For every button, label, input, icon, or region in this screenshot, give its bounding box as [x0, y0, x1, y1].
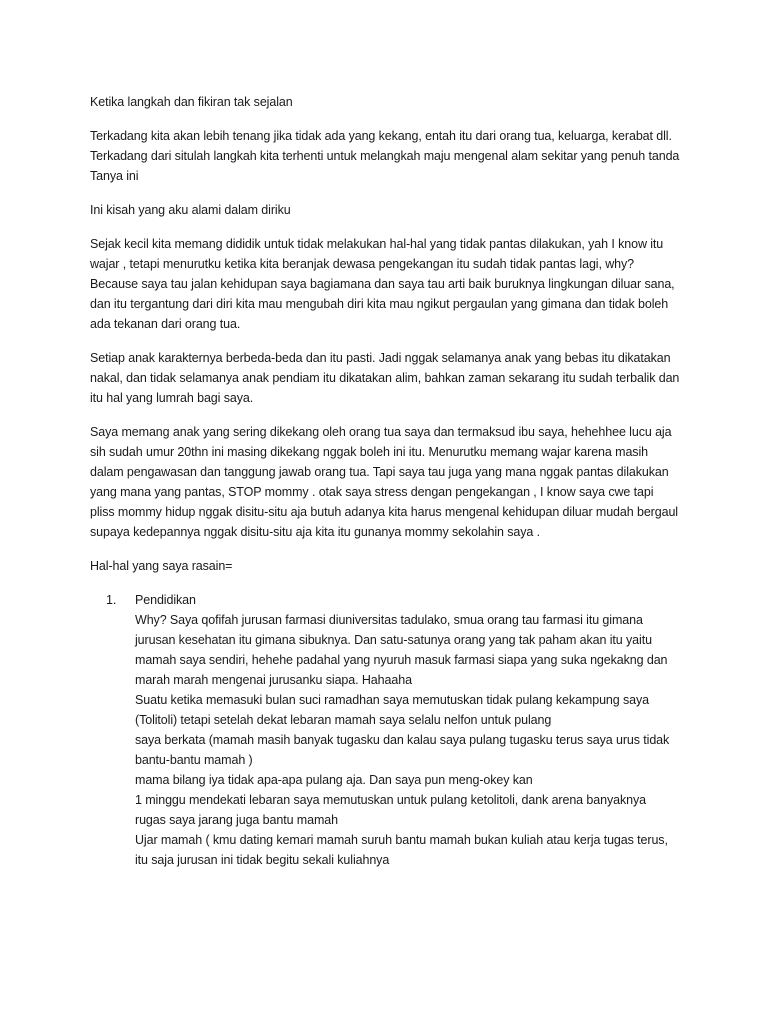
list-item-line: Ujar mamah ( kmu dating kemari mamah suruh bantu mamah bukan kuliah atau kerja tugas terus, itu saja jurusan ini tidak begitu sekali kuliahnya	[135, 833, 668, 867]
list-item-line: 1 minggu mendekati lebaran saya memutuskan untuk pulang ketolitoli, dank arena banyaknya rugas saya jarang juga bantu mamah	[135, 793, 646, 827]
paragraph-list-intro: Hal-hal yang saya rasain=	[90, 559, 233, 573]
paragraph-upbringing: Sejak kecil kita memang dididik untuk tidak melakukan hal-hal yang tidak pantas dilakukan, yah I know itu wajar , tetapi menurutku ketika kita beranjak dewasa pengekangan itu sudah tidak pantas lagi, why? Because saya tau jalan kehidupan saya bagiamana dan saya tau arti baik buruknya lingkungan diluar sana, dan itu tergantung dari diri kita mau mengubah diri kita mau ngikut pergaulan yang gimana dan tidak boleh ada tekanan dari orang tua.	[90, 237, 675, 331]
document-body	[90, 92, 680, 870]
paragraph-restraint: Saya memang anak yang sering dikekang oleh orang tua saya dan termaksud ibu saya, hehehhee lucu aja sih sudah umur 20thn ini masing dikekang nggak boleh ini itu. Menurutku memang wajar karena masih dalam pengawasan dan tanggung jawab orang tua. Tapi saya tau juga yang mana nggak pantas dilakukan yang mana yang pantas, STOP mommy . otak saya stress dengan pengekangan , I know saya cwe tapi pliss mommy hidup nggak disitu-situ aja butuh adanya kita harus mengenal kehidupan diluar mudah bergaul supaya kedepannya nggak disitu-situ aja kita itu gunanya mommy sekolahin saya .	[90, 425, 678, 539]
list-item-number: 1.	[106, 593, 117, 607]
numbered-list	[90, 590, 680, 870]
list-item-line: Suatu ketika memasuki bulan suci ramadhan saya memutuskan tidak pulang kekampung saya (Tolitoli) tetapi setelah dekat lebaran mamah saya selalu nelfon untuk pulang	[135, 693, 650, 727]
list-item-line: Why? Saya qofifah jurusan farmasi diuniversitas tadulako, smua orang tau farmasi itu gimana jurusan kesehatan itu gimana sibuknya. Dan satu-satunya orang yang tak paham akan itu yaitu mamah saya sendiri, hehehe padahal yang nyuruh masuk farmasi siapa yang suka ngekakng dan marah marah mengenai jurusanku siapa. Hahaaha	[135, 613, 668, 687]
paragraph-character: Setiap anak karakternya berbeda-beda dan itu pasti. Jadi nggak selamanya anak yang bebas itu dikatakan nakal, dan tidak selamanya anak pendiam itu dikatakan alim, bahkan zaman sekarang itu sudah terbalik dan itu hal yang lumrah bagi saya.	[90, 351, 680, 405]
paragraph-story-intro: Ini kisah yang aku alami dalam diriku	[90, 203, 291, 217]
list-item-line: mama bilang iya tidak apa-apa pulang aja. Dan saya pun meng-okey kan	[135, 773, 533, 787]
paragraph-intro: Terkadang kita akan lebih tenang jika tidak ada yang kekang, entah itu dari orang tua, keluarga, kerabat dll. Terkadang dari situlah langkah kita terhenti untuk melangkah maju mengenal alam sekitar yang penuh tanda Tanya ini	[90, 129, 680, 183]
list-item	[90, 590, 680, 870]
document-title: Ketika langkah dan fikiran tak sejalan	[90, 95, 293, 109]
list-item-heading: Pendidikan	[135, 593, 196, 607]
list-item-line: saya berkata (mamah masih banyak tugasku dan kalau saya pulang tugasku terus saya urus tidak bantu-bantu mamah )	[135, 733, 670, 767]
